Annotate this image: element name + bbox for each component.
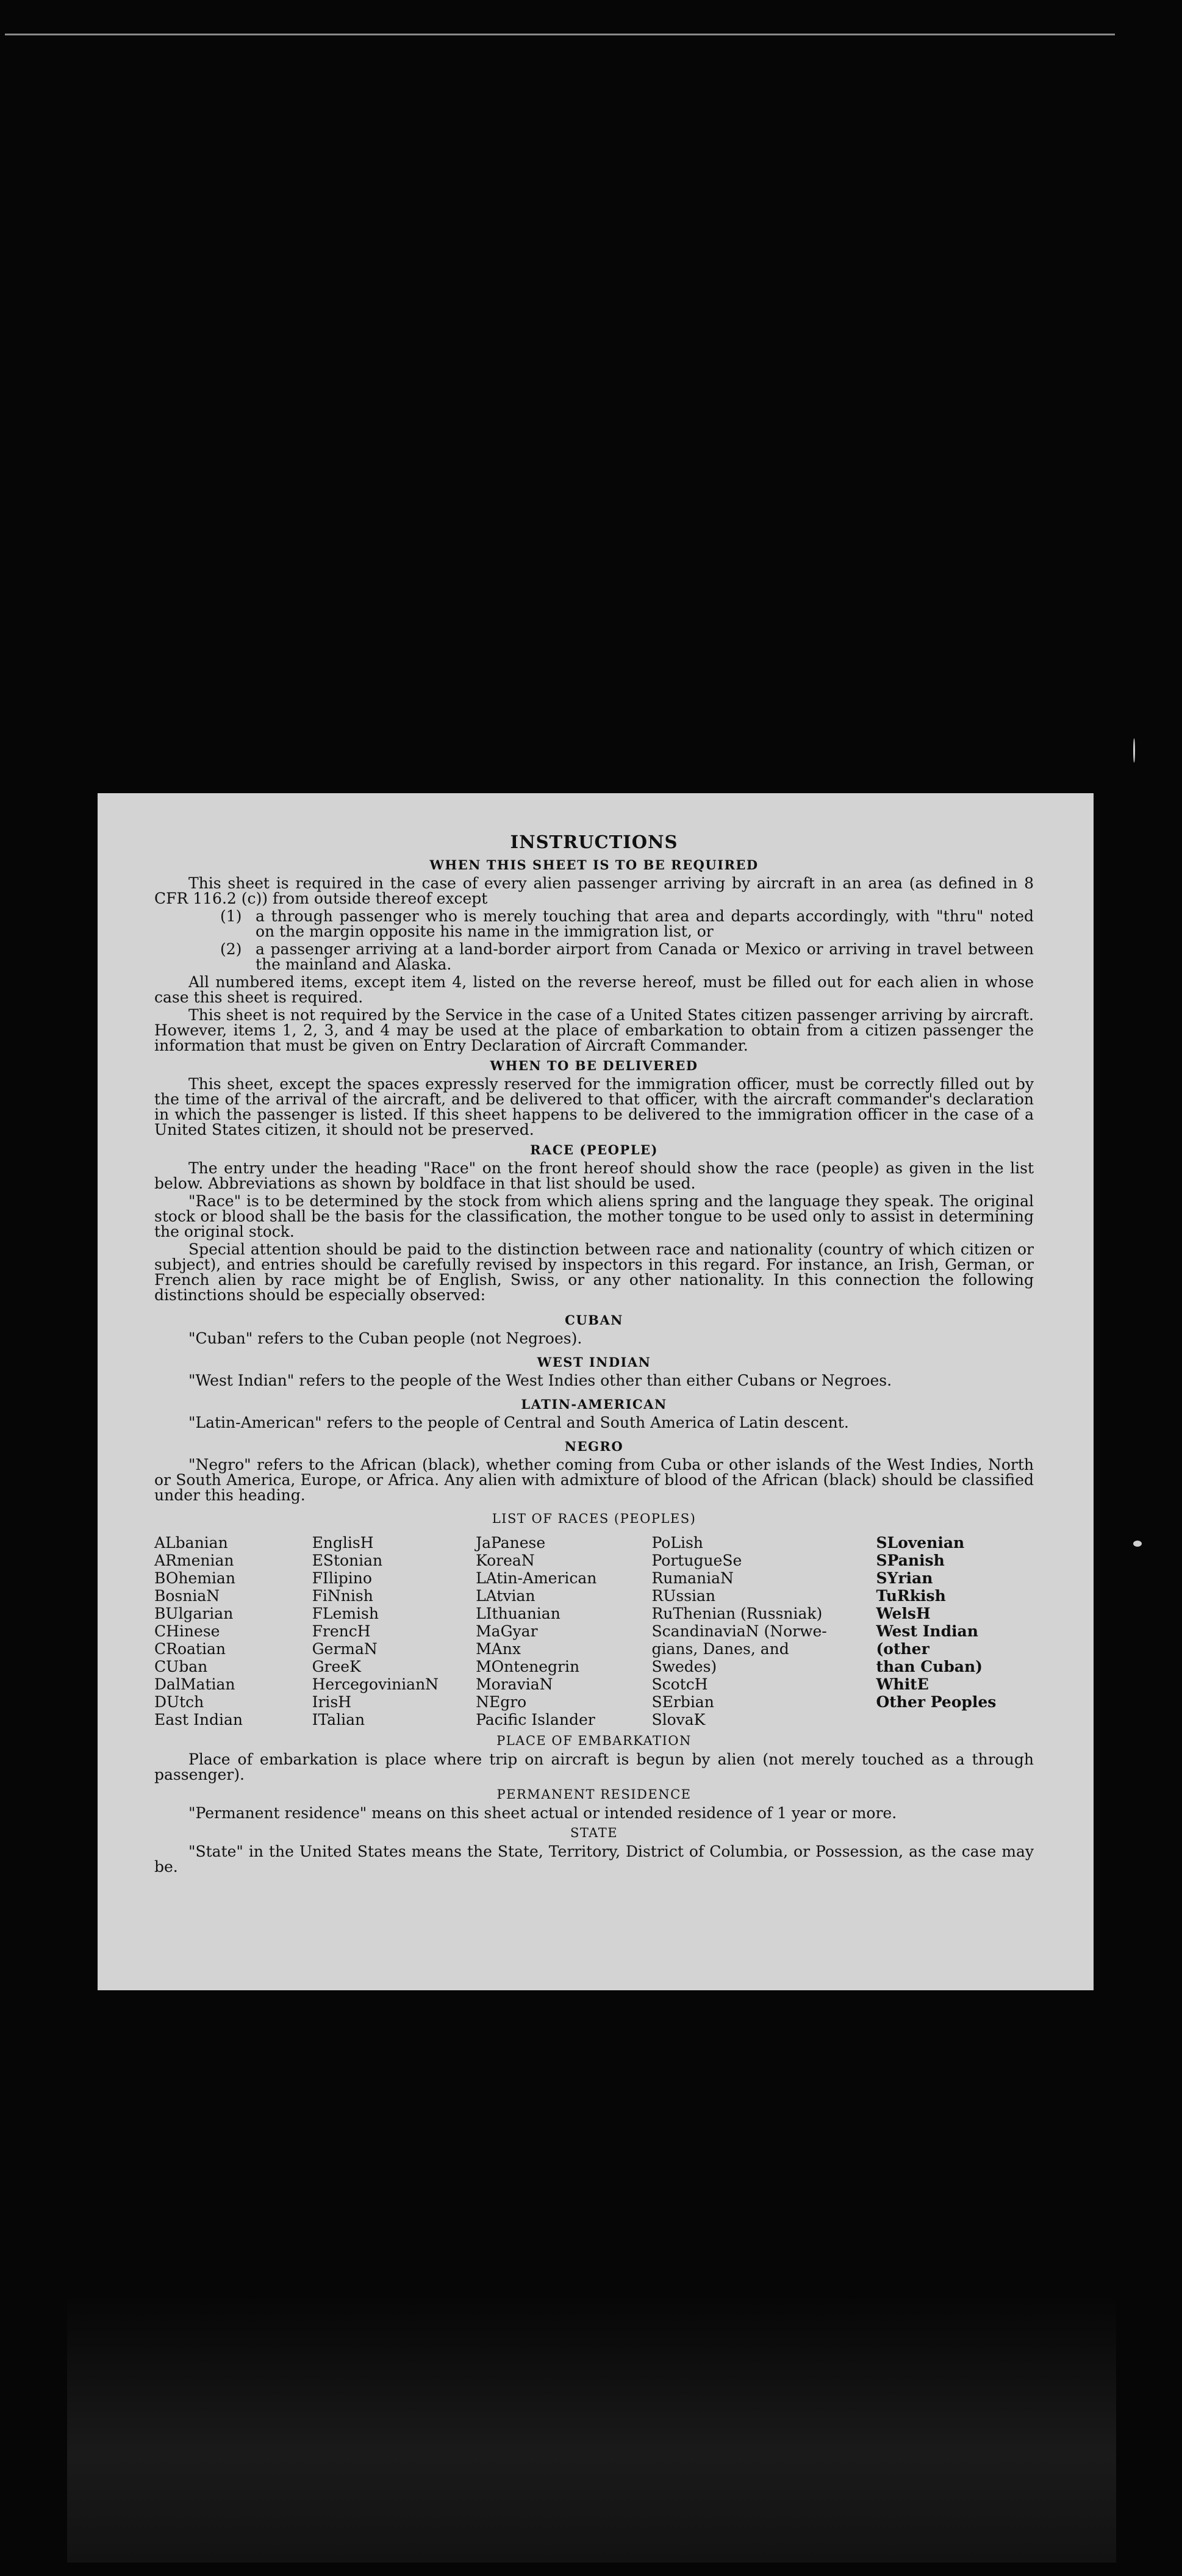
race-entry: ITalian xyxy=(312,1711,365,1729)
races-table xyxy=(154,1534,1034,1729)
race-entry: FiNnish xyxy=(312,1587,373,1605)
race-entry: ARmenian xyxy=(154,1552,234,1569)
race-entry: BosniaN xyxy=(154,1587,220,1605)
film-bottom-area xyxy=(67,2294,1116,2563)
race-entry: RumaniaN xyxy=(651,1569,734,1587)
film-scratch xyxy=(1133,738,1135,763)
race-entry: MoraviaN xyxy=(476,1675,553,1693)
paragraph: Special attention should be paid to the distinction between race and nationality (country of which citizen or subject), and entries should be carefully revised by inspectors in this regard. For instance, an Irish, German, or French alien by race might be of English, Swiss, or any other nationality. In this connection the following distinctions should be especially observed: xyxy=(154,1240,1034,1304)
races-column-5 xyxy=(876,1534,1034,1729)
section-heading-required: WHEN THIS SHEET IS TO BE REQUIRED xyxy=(429,857,759,872)
race-entry: LIthuanian xyxy=(476,1605,561,1622)
race-entry: EnglisH xyxy=(312,1534,374,1552)
paragraph: "State" in the United States means the State, Territory, District of Columbia, or Possession, as the case may be. xyxy=(154,1843,1034,1876)
section-heading-state: STATE xyxy=(570,1826,618,1840)
section-heading-delivered: WHEN TO BE DELIVERED xyxy=(490,1058,698,1073)
race-entry: gians, Danes, and xyxy=(651,1640,789,1658)
race-entry: NEgro xyxy=(476,1693,527,1711)
race-entry: DUtch xyxy=(154,1693,204,1711)
race-entry: SErbian xyxy=(651,1693,714,1711)
races-column-4 xyxy=(651,1534,876,1729)
film-edge-line xyxy=(5,34,1115,35)
race-entry: EStonian xyxy=(312,1552,383,1569)
item-text: a passenger arriving at a land-border airport from Canada or Mexico or arriving in travel between the mainland and Alaska. xyxy=(256,940,1034,973)
list-item xyxy=(154,941,1034,972)
paragraph: "Latin-American" refers to the people of Central and South America of Latin descent. xyxy=(188,1414,849,1431)
paragraph: "West Indian" refers to the people of the West Indies other than either Cubans or Negroes. xyxy=(188,1372,892,1389)
race-entry: KoreaN xyxy=(476,1552,535,1569)
item-number: (1) xyxy=(220,907,242,925)
race-entry: BOhemian xyxy=(154,1569,235,1587)
races-column-2 xyxy=(312,1534,476,1729)
race-entry: FrencH xyxy=(312,1622,371,1640)
race-entry: Other Peoples xyxy=(876,1693,997,1711)
race-entry: Swedes) xyxy=(651,1658,717,1675)
race-entry: SPanish xyxy=(876,1552,945,1569)
race-entry: CUban xyxy=(154,1658,208,1675)
race-entry: BUlgarian xyxy=(154,1605,234,1622)
race-entry: ScotcH xyxy=(651,1675,708,1693)
race-entry: PortugueSe xyxy=(651,1552,742,1569)
section-heading-embarkation: PLACE OF EMBARKATION xyxy=(496,1733,692,1748)
race-entry: FLemish xyxy=(312,1605,379,1622)
race-entry: GreeK xyxy=(312,1658,361,1675)
item-number: (2) xyxy=(220,940,242,958)
race-entry: East Indian xyxy=(154,1711,243,1729)
section-heading-races-list: LIST OF RACES (PEOPLES) xyxy=(492,1511,697,1526)
film-speck xyxy=(1133,1541,1142,1547)
race-entry: MOntenegrin xyxy=(476,1658,580,1675)
paragraph: This sheet is not required by the Service in the case of a United States citizen passenger arriving by aircraft. However, items 1, 2, 3, and 4 may be used at the place of embarkation to obtain from a citizen passenger the information that must be given on Entry Declaration of Aircraft Commander. xyxy=(154,1006,1034,1054)
paragraph: This sheet is required in the case of every alien passenger arriving by aircraft in an area (as defined in 8 CFR 116.2 (c)) from outside thereof except xyxy=(154,874,1034,907)
race-entry: HercegovinianN xyxy=(312,1675,439,1693)
section-heading-negro: NEGRO xyxy=(564,1439,624,1454)
race-entry: ALbanian xyxy=(154,1534,228,1552)
race-entry: CHinese xyxy=(154,1622,220,1640)
page-title: INSTRUCTIONS xyxy=(510,832,678,852)
paragraph: "Race" is to be determined by the stock from which aliens spring and the language they speak. The original stock or blood shall be the basis for the classification, the mother tongue to be used only to assist in determining the original stock. xyxy=(154,1192,1034,1240)
paragraph: "Cuban" refers to the Cuban people (not Negroes). xyxy=(188,1329,582,1347)
section-heading-cuban: CUBAN xyxy=(565,1312,623,1328)
race-entry: PoLish xyxy=(651,1534,703,1552)
paragraph: "Negro" refers to the African (black), whether coming from Cuba or other islands of the West Indies, North or South America, Europe, or Africa. Any alien with admixture of blood of the African (black) should be classified under this heading. xyxy=(154,1456,1034,1504)
race-entry: West Indian (other xyxy=(876,1622,978,1658)
section-heading-west-indian: WEST INDIAN xyxy=(537,1355,651,1370)
section-heading-residence: PERMANENT RESIDENCE xyxy=(496,1787,692,1802)
race-entry: FIlipino xyxy=(312,1569,372,1587)
paragraph: "Permanent residence" means on this sheet actual or intended residence of 1 year or more. xyxy=(188,1804,897,1822)
section-heading-race: RACE (PEOPLE) xyxy=(530,1142,658,1157)
races-column-3 xyxy=(476,1534,651,1729)
race-entry: WelsH xyxy=(876,1605,931,1622)
race-entry: RuThenian (Russniak) xyxy=(651,1605,823,1622)
race-entry: IrisH xyxy=(312,1693,352,1711)
race-entry: TuRkish xyxy=(876,1587,946,1605)
race-entry: RUssian xyxy=(651,1587,716,1605)
race-entry: LAtin-American xyxy=(476,1569,597,1587)
paragraph: Place of embarkation is place where trip on aircraft is begun by alien (not merely touched as a through passenger). xyxy=(154,1750,1034,1783)
list-item xyxy=(154,908,1034,939)
race-entry: Pacific Islander xyxy=(476,1711,595,1729)
race-entry: DalMatian xyxy=(154,1675,235,1693)
section-heading-latin-american: LATIN-AMERICAN xyxy=(521,1397,667,1412)
race-entry: SLovenian xyxy=(876,1534,965,1552)
race-entry: LAtvian xyxy=(476,1587,535,1605)
race-entry: MaGyar xyxy=(476,1622,538,1640)
race-entry: JaPanese xyxy=(476,1534,546,1552)
paragraph: All numbered items, except item 4, listed on the reverse hereof, must be filled out for each alien in whose case this sheet is required. xyxy=(154,973,1034,1006)
instructions-page xyxy=(98,793,1094,1990)
race-entry: WhitE xyxy=(876,1675,929,1693)
race-entry: MAnx xyxy=(476,1640,521,1658)
race-entry: than Cuban) xyxy=(876,1658,983,1675)
paragraph: This sheet, except the spaces expressly reserved for the immigration officer, must be correctly filled out by the time of the arrival of the aircraft, and be delivered to that officer, with the aircraft commander's declaration in which the passenger is listed. If this sheet happens to be delivered to the immigration officer in the case of a United States citizen, it should not be preserved. xyxy=(154,1075,1034,1139)
paragraph: The entry under the heading "Race" on the front hereof should show the race (people) as given in the list below. Abbreviations as shown by boldface in that list should be used. xyxy=(154,1159,1034,1192)
race-entry: CRoatian xyxy=(154,1640,226,1658)
race-entry: SYrian xyxy=(876,1569,933,1587)
item-text: a through passenger who is merely touching that area and departs accordingly, with "thru" noted on the margin opposite his name in the immigration list, or xyxy=(256,907,1034,940)
race-entry: GermaN xyxy=(312,1640,378,1658)
race-entry: ScandinaviaN (Norwe- xyxy=(651,1622,827,1640)
race-entry: SlovaK xyxy=(651,1711,706,1729)
races-column-1 xyxy=(154,1534,312,1729)
